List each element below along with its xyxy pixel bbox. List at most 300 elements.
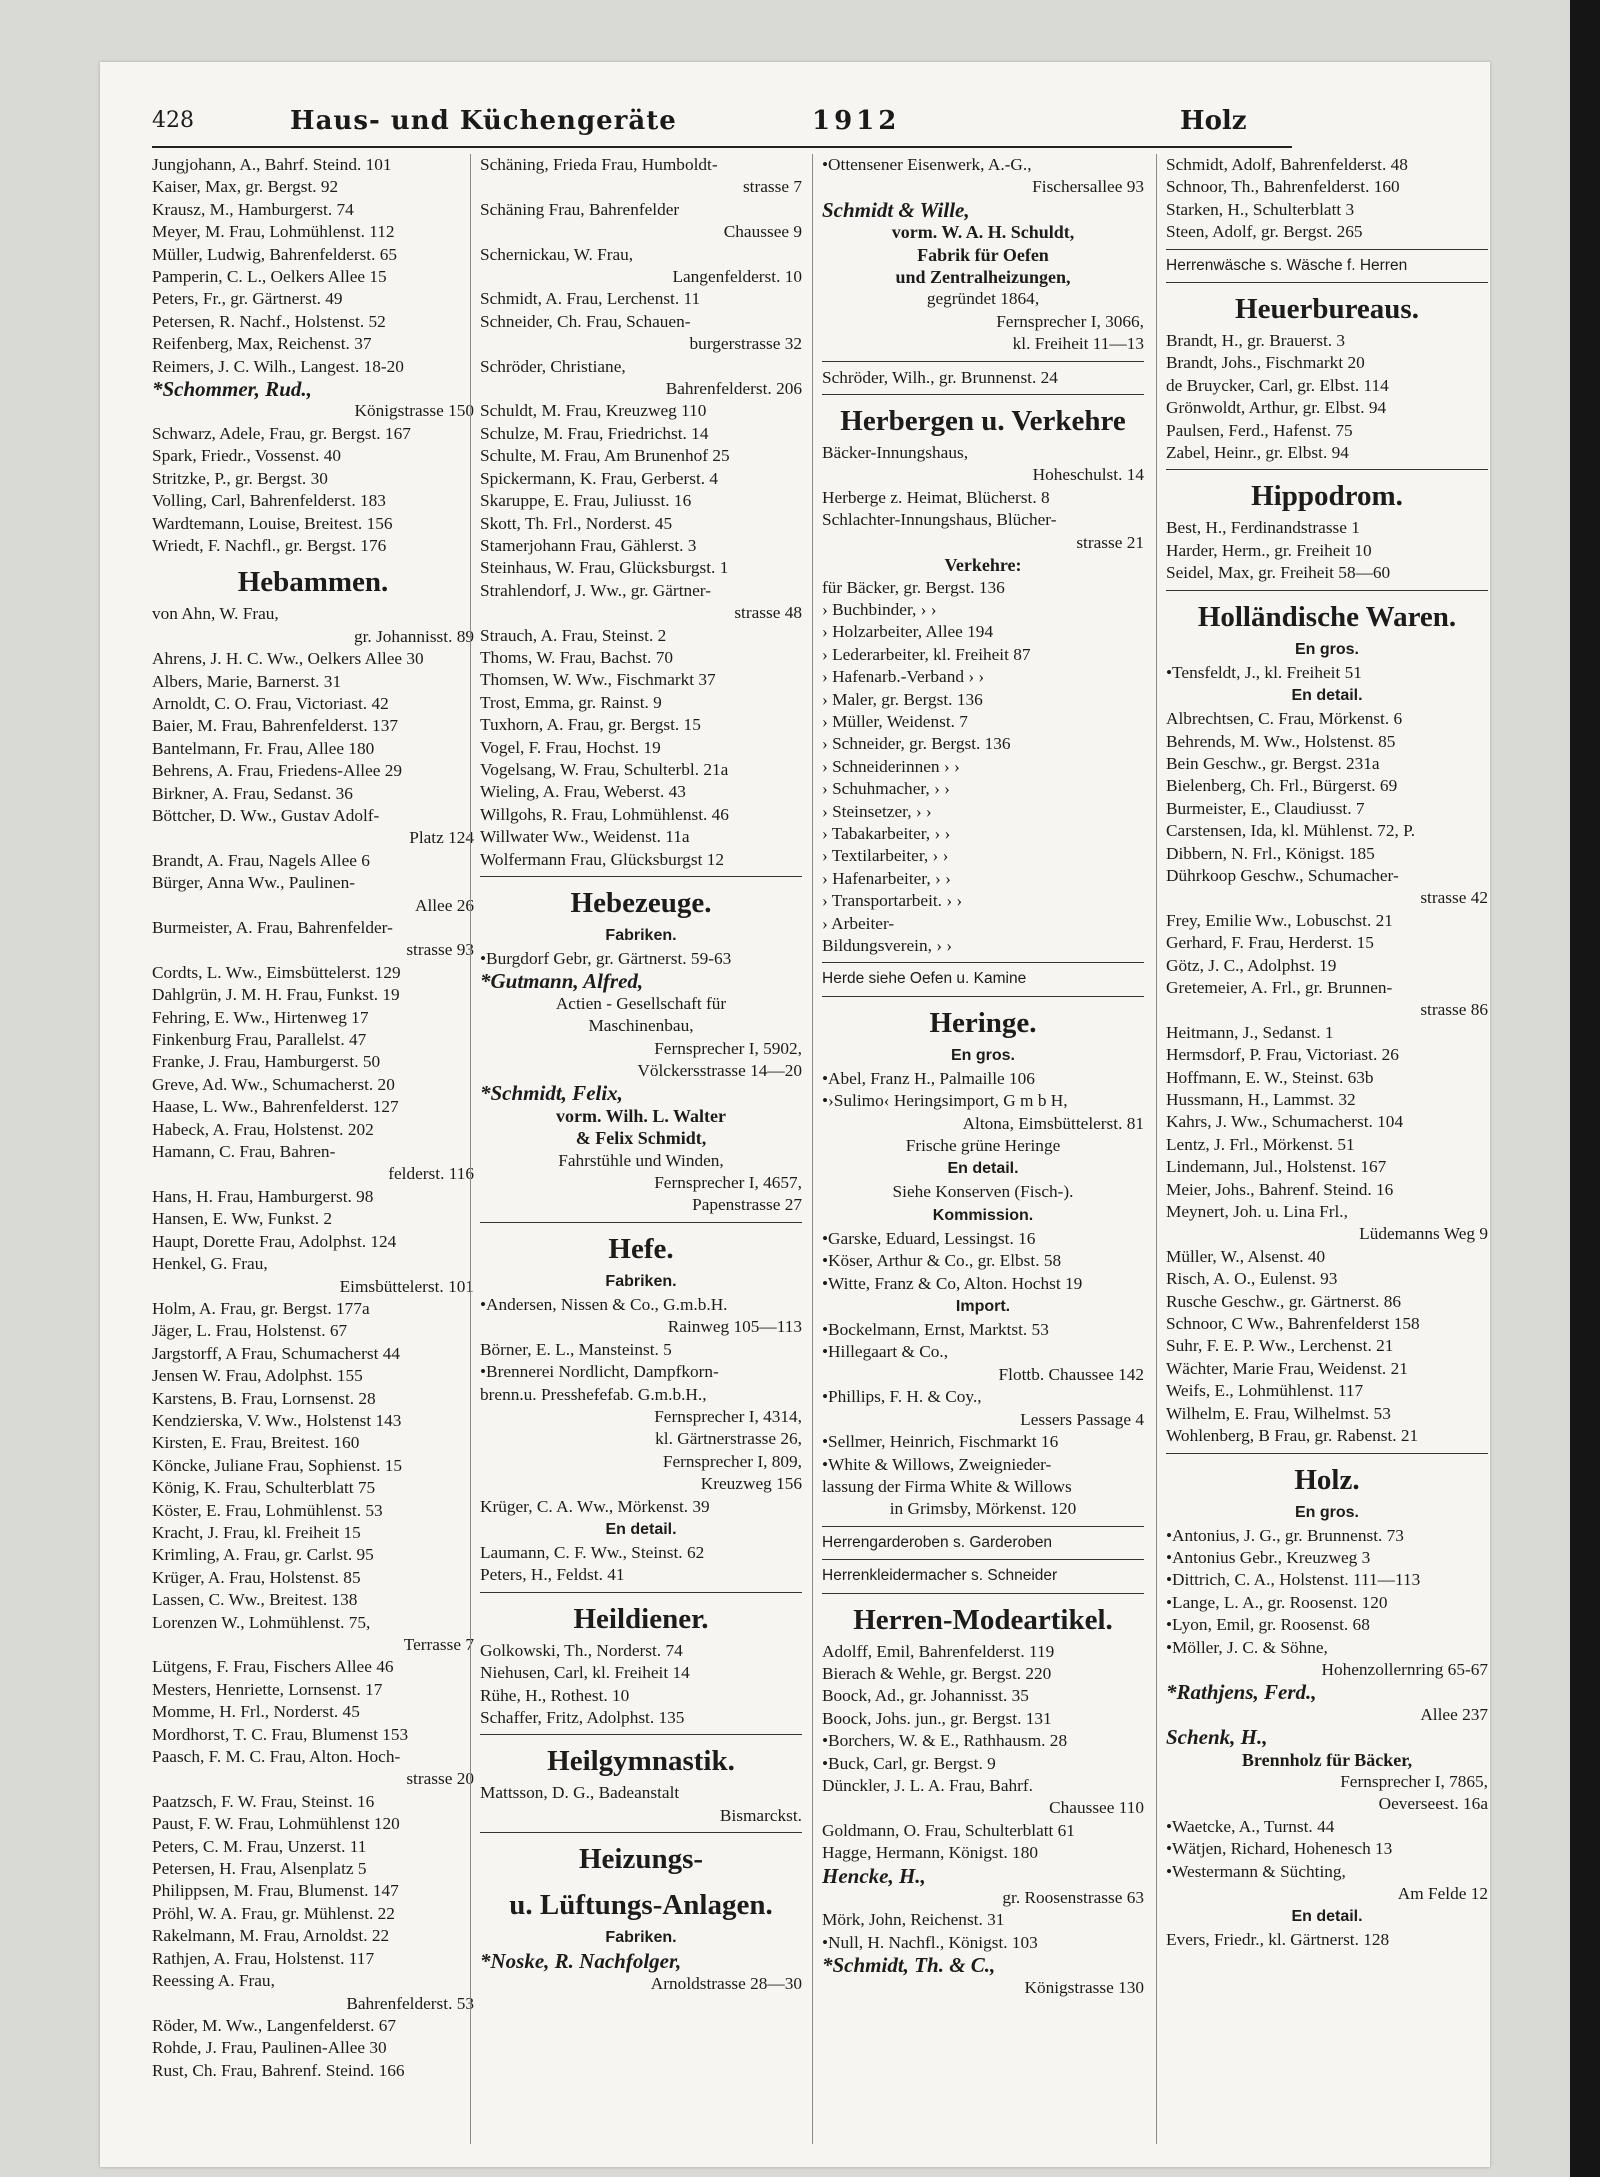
entry-continuation: strasse 21 — [1076, 532, 1144, 552]
entry: Köncke, Juliane Frau, Sophienst. 15 — [152, 1455, 403, 1475]
entry-continuation: Hohenzollernring 65-67 — [1321, 1659, 1488, 1679]
entry-continuation: Bismarckst. — [719, 1805, 802, 1825]
section-heading: Hippodrom. — [1251, 480, 1403, 513]
entry-continuation: Königstrasse 150 — [354, 401, 474, 421]
entry: Behrends, M. Ww., Holstenst. 85 — [1166, 731, 1396, 751]
entry: Burmeister, A. Frau, Bahrenfelder- — [152, 918, 393, 937]
entry: Tuxhorn, A. Frau, gr. Bergst. 15 — [480, 715, 701, 735]
featured-line: Fabrik für Oefen — [917, 244, 1049, 265]
entry: brenn.u. Presshefefab. G.m.b.H., — [480, 1384, 707, 1404]
entry: Müller, Ludwig, Bahrenfelderst. 65 — [152, 244, 398, 264]
entry: Rusche Geschw., gr. Gärtnerst. 86 — [1166, 1291, 1402, 1311]
entry: Reimers, J. C. Wilh., Langest. 18-20 — [152, 356, 404, 376]
entry: für Bäcker, gr. Bergst. 136 — [822, 577, 1005, 597]
entry: •Waetcke, A., Turnst. 44 — [1166, 1816, 1335, 1836]
entry: •Bockelmann, Ernst, Marktst. 53 — [822, 1320, 1049, 1340]
entry: Momme, H. Frl., Norderst. 45 — [152, 1702, 360, 1722]
entry: Krüger, A. Frau, Holstenst. 85 — [152, 1567, 361, 1587]
directory-page — [100, 62, 1490, 2167]
entry: Wächter, Marie Frau, Weidenst. 21 — [1166, 1358, 1408, 1378]
entry: Harder, Herm., gr. Freiheit 10 — [1166, 540, 1372, 560]
entry: •Abel, Franz H., Palmaille 106 — [822, 1068, 1035, 1088]
featured-line: Brennholz für Bäcker, — [1241, 1749, 1413, 1770]
entry: Herberge z. Heimat, Blücherst. 8 — [822, 487, 1050, 507]
entry: Finkenburg Frau, Parallelst. 47 — [152, 1030, 367, 1050]
entry: Strauch, A. Frau, Steinst. 2 — [480, 625, 667, 645]
entry: Bildungsverein, › › — [822, 936, 953, 955]
entry: Lütgens, F. Frau, Fischers Allee 46 — [152, 1657, 394, 1677]
entry: •Buck, Carl, gr. Bergst. 9 — [822, 1753, 996, 1773]
entry-continuation: Allee 237 — [1420, 1704, 1488, 1724]
entry: Best, H., Ferdinandstrasse 1 — [1166, 518, 1360, 538]
entry: Rakelmann, M. Frau, Arnoldst. 22 — [152, 1926, 390, 1946]
entry: Böttcher, D. Ww., Gustav Adolf- — [152, 805, 380, 825]
entry-continuation: Platz 124 — [409, 828, 474, 848]
entry: Hoffmann, E. W., Steinst. 63b — [1166, 1067, 1374, 1087]
entry: Lindemann, Jul., Holstenst. 167 — [1166, 1157, 1387, 1177]
section-heading: Heringe. — [929, 1006, 1037, 1039]
section-title: Haus- und Küchengeräte — [290, 106, 677, 136]
featured-entry: Hencke, H., — [822, 1864, 926, 1887]
entry: Schneider, Ch. Frau, Schauen- — [480, 311, 691, 331]
entry: Dührkoop Geschw., Schumacher- — [1166, 865, 1399, 885]
subheading: Import. — [955, 1298, 1011, 1316]
entry-continuation: Langenfelderst. 10 — [672, 267, 802, 287]
entry: Schnoor, C Ww., Bahrenfelderst 158 — [1166, 1314, 1420, 1334]
entry: Stritzke, P., gr. Bergst. 30 — [152, 468, 328, 488]
entry-continuation: Fernsprecher I, 809, — [662, 1451, 802, 1471]
entry: Zabel, Heinr., gr. Elbst. 94 — [1166, 443, 1349, 463]
featured-entry: *Gutmann, Alfred, — [480, 970, 644, 993]
entry: Vogelsang, W. Frau, Schulterbl. 21a — [480, 759, 729, 779]
entry-continuation: Fischersallee 93 — [1032, 177, 1144, 197]
entry: •Möller, J. C. & Söhne, — [1166, 1637, 1328, 1657]
entry: •Antonius Gebr., Kreuzweg 3 — [1166, 1547, 1371, 1567]
subheading: En detail. — [605, 1520, 677, 1538]
entry: Jensen W. Frau, Adolphst. 155 — [152, 1366, 363, 1386]
entry: Wilhelm, E. Frau, Wilhelmst. 53 — [1166, 1403, 1391, 1423]
entry: •Witte, Franz & Co, Alton. Hochst 19 — [822, 1273, 1083, 1293]
featured-entry: *Schmidt, Th. & C., — [822, 1954, 996, 1977]
section-heading: Herbergen u. Verkehre — [840, 405, 1126, 438]
entry: Boock, Johs. jun., gr. Bergst. 131 — [822, 1708, 1052, 1728]
entry: Hermsdorf, P. Frau, Victoriast. 26 — [1166, 1045, 1399, 1065]
entry: Mesters, Henriette, Lornsenst. 17 — [152, 1679, 383, 1699]
entry: Gerhard, F. Frau, Herderst. 15 — [1166, 933, 1374, 953]
entry: › Steinsetzer, › › — [822, 801, 932, 821]
entry: Strahlendorf, J. Ww., gr. Gärtner- — [480, 580, 711, 600]
entry: Schröder, Wilh., gr. Brunnenst. 24 — [822, 367, 1058, 387]
rule — [822, 394, 1144, 395]
entry: › Hafenarb.-Verband › › — [822, 667, 985, 687]
entry: Paulsen, Ferd., Hafenst. 75 — [1166, 420, 1353, 440]
entry: Pamperin, C. L., Oelkers Allee 15 — [152, 267, 387, 287]
section-heading: Holländische Waren. — [1197, 600, 1457, 633]
entry: Rust, Ch. Frau, Bahrenf. Steind. 166 — [152, 2060, 405, 2080]
entry-continuation: Chaussee 9 — [723, 222, 802, 242]
entry-continuation: Arnoldstrasse 28—30 — [650, 1973, 802, 1993]
entry: Wriedt, F. Nachfl., gr. Bergst. 176 — [152, 535, 387, 555]
rule — [1166, 282, 1488, 283]
entry: Grönwoldt, Arthur, gr. Elbst. 94 — [1166, 398, 1387, 418]
page-number: 428 — [152, 108, 194, 133]
rule — [480, 1222, 802, 1223]
rule — [1166, 249, 1488, 250]
entry-continuation: Papenstrasse 27 — [692, 1195, 802, 1215]
featured-entry: *Noske, R. Nachfolger, — [480, 1950, 682, 1973]
entry: Schulze, M. Frau, Friedrichst. 14 — [480, 423, 709, 443]
entry: Haupt, Dorette Frau, Adolphst. 124 — [152, 1231, 397, 1251]
entry: Suhr, F. E. P. Ww., Lerchenst. 21 — [1166, 1336, 1394, 1356]
subheading: Fabriken. — [605, 1272, 677, 1290]
entry: Reessing A. Frau, — [152, 1971, 275, 1991]
entry: Schlachter-Innungshaus, Blücher- — [822, 510, 1057, 530]
entry-continuation: Eimsbüttelerst. 101 — [339, 1276, 474, 1296]
entry: Kracht, J. Frau, kl. Freiheit 15 — [152, 1522, 361, 1542]
cross-reference: Herrenwäsche s. Wäsche f. Herren — [1166, 256, 1408, 274]
entry-continuation: Fernsprecher I, 3066, — [996, 311, 1144, 331]
entry-continuation: Flottb. Chaussee 142 — [998, 1364, 1144, 1384]
entry: Karstens, B. Frau, Lornsenst. 28 — [152, 1388, 376, 1408]
entry: Steen, Adolf, gr. Bergst. 265 — [1166, 222, 1363, 242]
section-heading: Herren-Modeartikel. — [853, 1603, 1113, 1636]
entry: Schäning Frau, Bahrenfelder — [480, 199, 680, 219]
entry: •Lyon, Emil, gr. Roosenst. 68 — [1166, 1615, 1370, 1635]
section-heading: Heuerbureaus. — [1235, 293, 1419, 326]
entry-continuation: Terrasse 7 — [403, 1635, 474, 1654]
column-3 — [822, 154, 1144, 2144]
featured-line: & Felix Schmidt, — [575, 1128, 707, 1149]
entry: •Borchers, W. & E., Rathhausm. 28 — [822, 1731, 1068, 1751]
entry: Kirsten, E. Frau, Breitest. 160 — [152, 1433, 360, 1453]
entry: Kendzierska, V. Ww., Holstenst 143 — [152, 1410, 402, 1430]
entry: Willwater Ww., Weidenst. 11a — [480, 827, 690, 847]
featured-entry: *Rathjens, Ferd., — [1166, 1681, 1317, 1704]
entry: › Tabakarbeiter, › › — [822, 823, 951, 843]
entry: Peters, Fr., gr. Gärtnerst. 49 — [152, 289, 343, 309]
rule — [822, 1559, 1144, 1560]
rule — [1166, 1453, 1488, 1454]
entry: Hamann, C. Frau, Bahren- — [152, 1142, 336, 1162]
section-heading: Heilgymnastik. — [547, 1745, 735, 1778]
entry: Bäcker-Innungshaus, — [822, 443, 969, 463]
entry: Weifs, E., Lohmühlenst. 117 — [1166, 1381, 1364, 1401]
featured-entry: Schmidt & Wille, — [822, 198, 970, 222]
rule — [822, 962, 1144, 963]
entry: Jargstorff, A Frau, Schumacherst 44 — [152, 1343, 400, 1363]
entry: Schaffer, Fritz, Adolphst. 135 — [480, 1707, 685, 1727]
entry: Rathjen, A. Frau, Holstenst. 117 — [152, 1948, 375, 1968]
entry: Hans, H. Frau, Hamburgerst. 98 — [152, 1186, 374, 1206]
entry: › Schneiderinnen › › — [822, 756, 960, 776]
entry: Meyer, M. Frau, Lohmühlenst. 112 — [152, 222, 395, 242]
entry-continuation: strasse 20 — [406, 1769, 474, 1789]
entry: •Ottensener Eisenwerk, A.-G., — [822, 155, 1032, 174]
entry: › Müller, Weidenst. 7 — [822, 711, 968, 731]
entry: Willgohs, R. Frau, Lohmühlenst. 46 — [480, 804, 729, 824]
entry: Golkowski, Th., Norderst. 74 — [480, 1640, 683, 1660]
entry: Laumann, C. F. Ww., Steinst. 62 — [480, 1542, 705, 1562]
entry: Thomsen, W. Ww., Fischmarkt 37 — [480, 670, 716, 690]
entry: de Bruycker, Carl, gr. Elbst. 114 — [1166, 375, 1389, 395]
entry: Lorenzen W., Lohmühlenst. 75, — [152, 1612, 371, 1632]
entry: Evers, Friedr., kl. Gärtnerst. 128 — [1166, 1930, 1390, 1950]
entry: Cordts, L. Ww., Eimsbüttelerst. 129 — [152, 962, 401, 982]
section-heading: Holz. — [1294, 1463, 1360, 1496]
entry: •Wätjen, Richard, Hohenesch 13 — [1166, 1839, 1393, 1859]
entry: Vogel, F. Frau, Hochst. 19 — [480, 737, 661, 757]
entry: Thoms, W. Frau, Bachst. 70 — [480, 647, 673, 667]
featured-line: vorm. Wilh. L. Walter — [555, 1105, 726, 1126]
entry: Bein Geschw., gr. Bergst. 231a — [1166, 753, 1380, 773]
entry: Köster, E. Frau, Lohmühlenst. 53 — [152, 1500, 383, 1520]
entry: Schröder, Christiane, — [480, 356, 626, 376]
entry: Brandt, Johs., Fischmarkt 20 — [1166, 353, 1365, 373]
entry-continuation: Chaussee 110 — [1049, 1798, 1144, 1818]
entry: Arnoldt, C. O. Frau, Victoriast. 42 — [152, 693, 389, 713]
entry: Hussmann, H., Lammst. 32 — [1166, 1090, 1356, 1109]
subheading: En detail. — [1291, 1908, 1363, 1926]
entry-continuation: Königstrasse 130 — [1024, 1977, 1144, 1997]
entry-continuation: kl. Gärtnerstrasse 26, — [655, 1429, 802, 1449]
rule — [822, 361, 1144, 362]
column-divider — [1156, 154, 1157, 2144]
rule — [480, 1832, 802, 1833]
entry: •Antonius, J. G., gr. Brunnenst. 73 — [1166, 1525, 1404, 1545]
entry-continuation: Rainweg 105—113 — [667, 1317, 802, 1337]
entry: Meynert, Joh. u. Lina Frl., — [1166, 1202, 1348, 1222]
entry: Peters, H., Feldst. 41 — [480, 1565, 625, 1585]
section-heading: Heizungs- — [578, 1843, 704, 1876]
featured-line: und Zentralheizungen, — [895, 267, 1071, 288]
entry: Skaruppe, E. Frau, Juliusst. 16 — [480, 491, 692, 511]
entry: •Dittrich, C. A., Holstenst. 111—113 — [1166, 1570, 1421, 1590]
entry: Rohde, J. Frau, Paulinen-Allee 30 — [152, 2038, 387, 2058]
rule — [822, 1526, 1144, 1527]
entry: •Sellmer, Heinrich, Fischmarkt 16 — [822, 1432, 1059, 1452]
header-rule — [152, 146, 1292, 148]
entry: Gretemeier, A. Frl., gr. Brunnen- — [1166, 977, 1393, 997]
subheading: Fabriken. — [605, 1929, 677, 1947]
section-heading: u. Lüftungs-Anlagen. — [509, 1889, 773, 1922]
entry: Haase, L. Ww., Bahrenfelderst. 127 — [152, 1097, 399, 1117]
entry: von Ahn, W. Frau, — [152, 604, 279, 624]
entry-continuation: Oeverseest. 16a — [1378, 1794, 1488, 1814]
running-keyword: Holz — [1180, 106, 1247, 136]
entry: Mordhorst, T. C. Frau, Blumenst 153 — [152, 1724, 409, 1744]
featured-entry: *Schmidt, Felix, — [480, 1082, 623, 1105]
entry-continuation: felderst. 116 — [388, 1164, 474, 1184]
entry: Starken, H., Schulterblatt 3 — [1166, 199, 1355, 219]
entry-continuation: Fernsprecher I, 4314, — [654, 1406, 802, 1426]
entry: König, K. Frau, Schulterblatt 75 — [152, 1478, 376, 1498]
entry: Brandt, A. Frau, Nagels Allee 6 — [152, 850, 370, 870]
entry: Frey, Emilie Ww., Lobuschst. 21 — [1166, 910, 1393, 930]
column-2 — [480, 154, 802, 2144]
entry: •Hillegaart & Co., — [822, 1342, 949, 1362]
entry: › Holzarbeiter, Allee 194 — [822, 622, 994, 642]
entry: Henkel, G. Frau, — [152, 1254, 268, 1274]
year: 1912 — [812, 106, 901, 136]
entry: Dünckler, J. L. A. Frau, Bahrf. — [822, 1775, 1033, 1795]
entry: Risch, A. O., Eulenst. 93 — [1166, 1269, 1338, 1289]
cross-reference: Herde siehe Oefen u. Kamine — [822, 970, 1027, 988]
entry: Wolfermann Frau, Glücksburgst 12 — [480, 849, 725, 869]
entry: Börner, E. L., Mansteinst. 5 — [480, 1339, 672, 1359]
entry: Schmidt, A. Frau, Lerchenst. 11 — [480, 289, 701, 309]
entry: •Null, H. Nachfl., Königst. 103 — [822, 1932, 1038, 1952]
entry: › Hafenarbeiter, › › — [822, 868, 951, 888]
entry: Krausz, M., Hamburgerst. 74 — [152, 199, 354, 219]
entry: Pröhl, W. A. Frau, gr. Mühlenst. 22 — [152, 1903, 395, 1923]
centered-line: in Grimsby, Mörkenst. 120 — [889, 1499, 1077, 1519]
section-heading: Hebezeuge. — [570, 887, 712, 919]
entry: •Andersen, Nissen & Co., G.m.b.H. — [480, 1294, 728, 1314]
entry: Krüger, C. A. Ww., Mörkenst. 39 — [480, 1496, 710, 1516]
entry: Bürger, Anna Ww., Paulinen- — [152, 873, 355, 893]
entry: •Köser, Arthur & Co., gr. Elbst. 58 — [822, 1251, 1062, 1271]
entry: Müller, W., Alsenst. 40 — [1166, 1246, 1326, 1266]
entry: › Transportarbeit. › › — [822, 891, 963, 911]
page-header — [152, 98, 1302, 148]
cross-reference: Herrenkleidermacher s. Schneider — [822, 1567, 1058, 1585]
entry: › Schuhmacher, › › — [822, 779, 950, 799]
entry: Jungjohann, A., Bahrf. Steind. 101 — [152, 155, 392, 174]
entry: Goldmann, O. Frau, Schulterblatt 61 — [822, 1820, 1075, 1840]
entry: Skott, Th. Frl., Norderst. 45 — [480, 513, 673, 533]
entry-continuation: Fernsprecher I, 7865, — [1340, 1771, 1488, 1791]
entry: Bantelmann, Fr. Frau, Allee 180 — [152, 738, 375, 758]
entry-continuation: Fernsprecher I, 5902, — [654, 1038, 802, 1058]
entry: Lassen, C. Ww., Breitest. 138 — [152, 1590, 358, 1610]
entry: Mattsson, D. G., Badeanstalt — [480, 1783, 680, 1803]
entry: Petersen, H. Frau, Alsenplatz 5 — [152, 1859, 367, 1879]
rule — [1166, 469, 1488, 470]
entry: Lentz, J. Frl., Mörkenst. 51 — [1166, 1134, 1355, 1154]
entry-continuation: strasse 86 — [1420, 1000, 1488, 1020]
entry: Seidel, Max, gr. Freiheit 58—60 — [1166, 563, 1391, 583]
rule — [480, 1592, 802, 1593]
entry-continuation: Altona, Eimsbüttelerst. 81 — [962, 1113, 1144, 1133]
rule — [1166, 590, 1488, 591]
entry: Wardtemann, Louise, Breitest. 156 — [152, 513, 393, 533]
entry: Boock, Ad., gr. Johannisst. 35 — [822, 1686, 1029, 1706]
section-heading: Heildiener. — [573, 1602, 709, 1635]
column-divider — [812, 154, 813, 2144]
entry: •Burgdorf Gebr, gr. Gärtnerst. 59-63 — [480, 949, 732, 968]
subheading: En gros. — [1294, 640, 1359, 658]
entry: Meier, Johs., Bahrenf. Steind. 16 — [1166, 1179, 1394, 1199]
entry: •Brennerei Nordlicht, Dampfkorn- — [480, 1362, 719, 1382]
featured-entry: Schenk, H., — [1166, 1726, 1268, 1749]
entry: lassung der Firma White & Willows — [822, 1476, 1072, 1496]
entry: › Arbeiter- — [822, 913, 895, 933]
entry: › Lederarbeiter, kl. Freiheit 87 — [822, 644, 1031, 664]
entry: Behrens, A. Frau, Friedens-Allee 29 — [152, 761, 403, 781]
entry: Bierach & Wehle, gr. Bergst. 220 — [822, 1663, 1052, 1683]
entry: Paust, F. W. Frau, Lohmühlenst 120 — [152, 1814, 400, 1834]
entry: › Maler, gr. Bergst. 136 — [822, 689, 983, 709]
entry: Wieling, A. Frau, Weberst. 43 — [480, 782, 686, 802]
featured-line: Verkehre: — [944, 555, 1022, 576]
entry: › Textilarbeiter, › › — [822, 846, 949, 866]
entry: •Garske, Eduard, Lessingst. 16 — [822, 1228, 1036, 1248]
entry: Albers, Marie, Barnerst. 31 — [152, 671, 342, 691]
entry: Baier, M. Frau, Bahrenfelderst. 137 — [152, 716, 398, 736]
entry: Schulte, M. Frau, Am Brunenhof 25 — [480, 446, 730, 466]
centered-line: Siehe Konserven (Fisch-). — [892, 1182, 1074, 1202]
entry: › Schneider, gr. Bergst. 136 — [822, 734, 1011, 754]
entry-continuation: strasse 42 — [1420, 888, 1488, 908]
entry: Brandt, H., gr. Brauerst. 3 — [1166, 331, 1346, 351]
entry: Schernickau, W. Frau, — [480, 244, 634, 264]
entry: Hansen, E. Ww, Funkst. 2 — [152, 1209, 333, 1229]
centered-line: gegründet 1864, — [926, 289, 1040, 309]
entry: Petersen, R. Nachf., Holstenst. 52 — [152, 311, 386, 331]
entry: Stamerjohann Frau, Gählerst. 3 — [480, 535, 697, 555]
entry: •Westermann & Süchting, — [1166, 1861, 1346, 1881]
column-divider — [470, 154, 471, 2144]
featured-entry: *Schommer, Rud., — [152, 378, 312, 401]
entry: •White & Willows, Zweignieder- — [822, 1454, 1052, 1474]
entry: Jäger, L. Frau, Holstenst. 67 — [152, 1321, 348, 1341]
cross-reference: Herrengarderoben s. Garderoben — [822, 1533, 1053, 1551]
entry: Reifenberg, Max, Reichenst. 37 — [152, 334, 372, 354]
rule — [822, 1593, 1144, 1594]
entry: Franke, J. Frau, Hamburgerst. 50 — [152, 1052, 381, 1072]
entry: •Tensfeldt, J., kl. Freiheit 51 — [1166, 662, 1362, 682]
featured-line: vorm. W. A. H. Schuldt, — [891, 222, 1075, 243]
entry: •›Sulimo‹ Heringsimport, G m b H, — [822, 1091, 1068, 1111]
entry-continuation: Lüdemanns Weg 9 — [1359, 1224, 1488, 1244]
entry: •Phillips, F. H. & Coy., — [822, 1387, 982, 1407]
entry-continuation: Bahrenfelderst. 206 — [665, 379, 802, 399]
entry-continuation: Hoheschulst. 14 — [1032, 465, 1144, 485]
entry: •Lange, L. A., gr. Roosenst. 120 — [1166, 1592, 1388, 1612]
subheading: Fabriken. — [605, 927, 677, 944]
entry-continuation: Völckersstrasse 14—20 — [637, 1061, 802, 1081]
entry: Greve, Ad. Ww., Schumacherst. 20 — [152, 1074, 395, 1094]
section-heading: Hebammen. — [237, 566, 389, 599]
entry: Adolff, Emil, Bahrenfelderst. 119 — [822, 1641, 1055, 1661]
section-heading: Hefe. — [608, 1232, 674, 1265]
entry-continuation: Fernsprecher I, 4657, — [654, 1173, 802, 1193]
entry: Steinhaus, W. Frau, Glücksburgst. 1 — [480, 558, 729, 578]
entry: Birkner, A. Frau, Sedanst. 36 — [152, 783, 353, 803]
subheading: En detail. — [1291, 687, 1363, 705]
scan-edge — [1570, 0, 1600, 2177]
entry: Kaiser, Max, gr. Bergst. 92 — [152, 177, 339, 197]
entry: Schmidt, Adolf, Bahrenfelderst. 48 — [1166, 155, 1408, 174]
entry: Volling, Carl, Bahrenfelderst. 183 — [152, 491, 386, 511]
entry: Holm, A. Frau, gr. Bergst. 177a — [152, 1298, 370, 1318]
entry: Spickermann, K. Frau, Gerberst. 4 — [480, 468, 719, 488]
entry: Götz, J. C., Adolphst. 19 — [1166, 955, 1337, 975]
entry-continuation: Kreuzweg 156 — [700, 1474, 802, 1494]
entry-continuation: Lessers Passage 4 — [1020, 1409, 1144, 1429]
entry: Dahlgrün, J. M. H. Frau, Funkst. 19 — [152, 985, 400, 1005]
entry: Albrechtsen, C. Frau, Mörkenst. 6 — [1166, 709, 1403, 729]
entry: Ahrens, J. H. C. Ww., Oelkers Allee 30 — [152, 649, 424, 669]
entry: Paatzsch, F. W. Frau, Steinst. 16 — [152, 1791, 375, 1811]
entry: Schwarz, Adele, Frau, gr. Bergst. 167 — [152, 423, 411, 443]
centered-line: Actien - Gesellschaft für — [555, 993, 727, 1013]
entry-continuation: gr. Roosenstrasse 63 — [1002, 1888, 1144, 1907]
centered-line: Fahrstühle und Winden, — [558, 1150, 724, 1170]
entry: Spark, Friedr., Vossenst. 40 — [152, 446, 341, 466]
column-4 — [1166, 154, 1488, 2144]
subheading: En gros. — [1294, 1503, 1359, 1521]
